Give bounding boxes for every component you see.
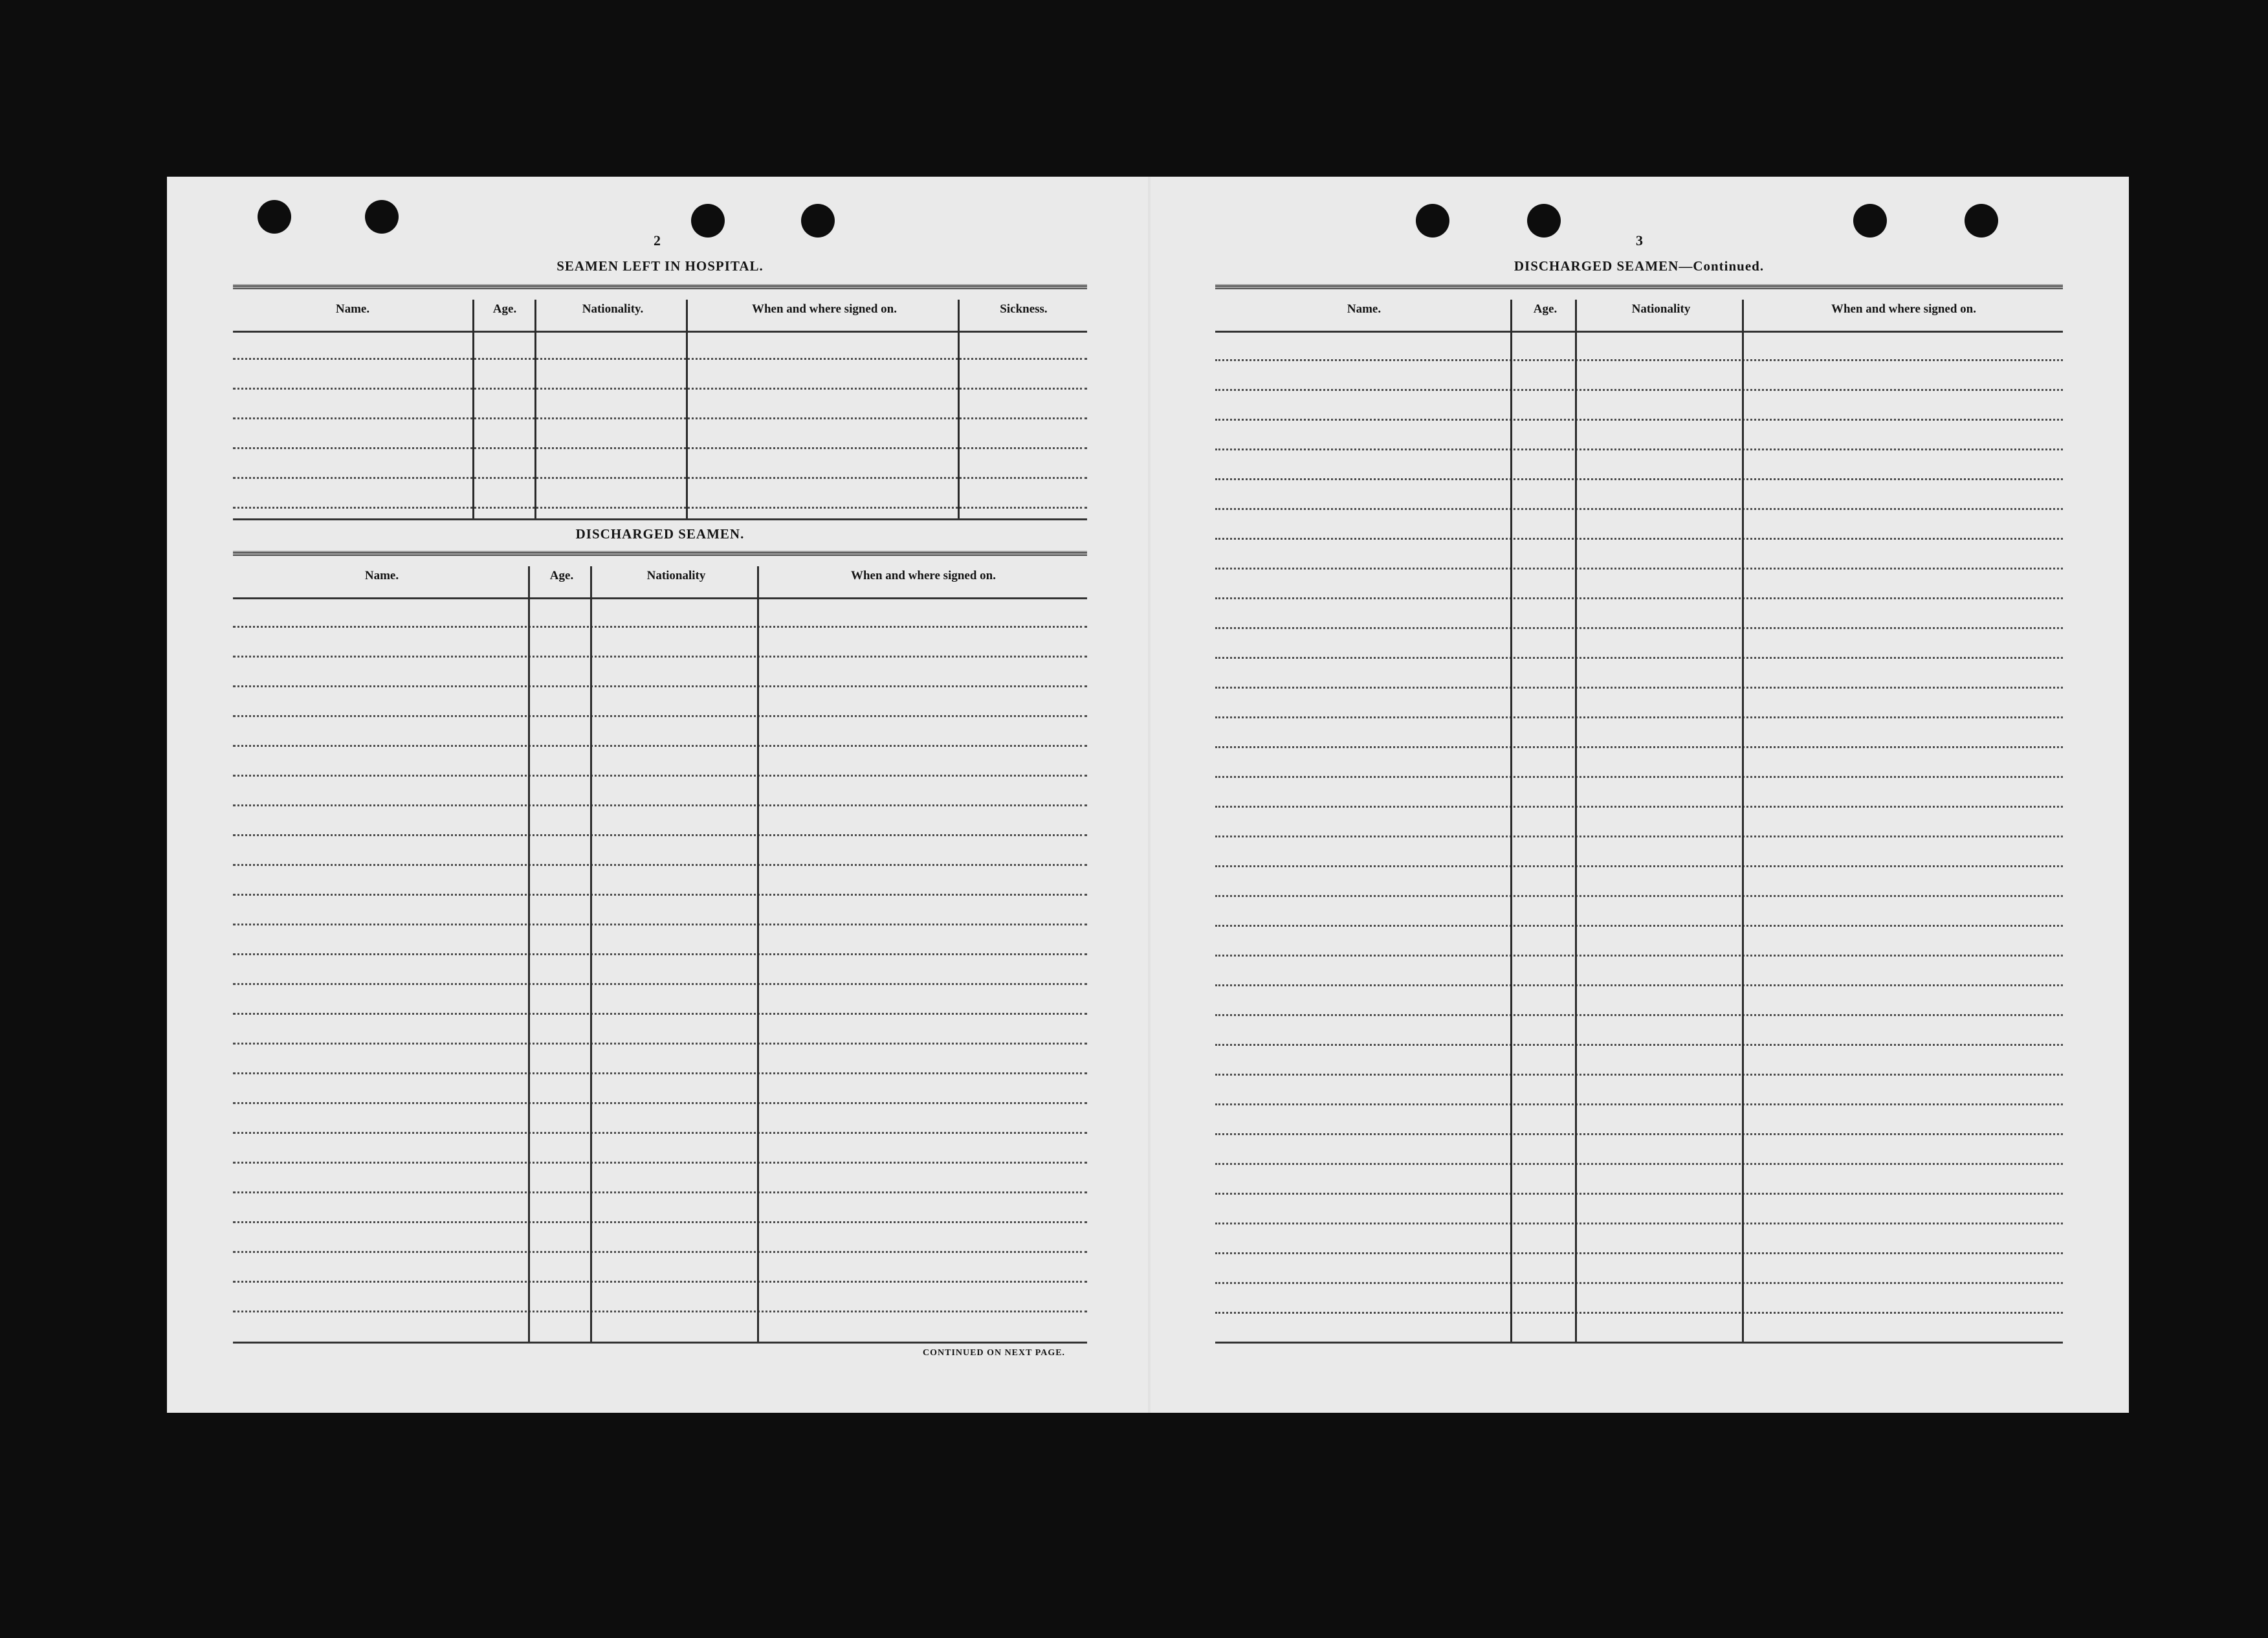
punch-hole bbox=[365, 200, 399, 234]
continued-row-line bbox=[1215, 627, 2063, 629]
continued-row-line bbox=[1215, 1312, 2063, 1314]
continued-row-line bbox=[1215, 1252, 2063, 1254]
discharged-row-line bbox=[233, 1013, 1087, 1015]
discharged-head-underline bbox=[233, 597, 1087, 599]
continued-row-line bbox=[1215, 1193, 2063, 1195]
hospital-bottom-rule bbox=[233, 518, 1087, 520]
continued-col-signed-on: When and where signed on. bbox=[1831, 302, 1976, 316]
punch-hole bbox=[801, 204, 835, 238]
discharged-row-line bbox=[233, 1281, 1087, 1283]
continued-row-line bbox=[1215, 776, 2063, 778]
discharged-col-age: Age. bbox=[549, 569, 574, 582]
continued-row-line bbox=[1215, 1223, 2063, 1224]
continued-row-line bbox=[1215, 925, 2063, 927]
discharged-row-line bbox=[233, 685, 1087, 687]
continued-row-line bbox=[1215, 389, 2063, 391]
hospital-col-name: Name. bbox=[335, 302, 370, 316]
continued-row-line bbox=[1215, 538, 2063, 540]
hospital-column-divider bbox=[472, 300, 474, 518]
discharged-row-line bbox=[233, 656, 1087, 658]
continued-row-line bbox=[1215, 746, 2063, 748]
continued-row-line bbox=[1215, 1103, 2063, 1105]
continued-row-line bbox=[1215, 359, 2063, 361]
continued-row-line bbox=[1215, 568, 2063, 570]
continued-row-line bbox=[1215, 508, 2063, 510]
punch-hole bbox=[1853, 204, 1887, 238]
discharged-row-line bbox=[233, 894, 1087, 896]
discharged-row-line bbox=[233, 1311, 1087, 1312]
discharged-row-line bbox=[233, 834, 1087, 836]
continued-row-line bbox=[1215, 657, 2063, 659]
continued-row-line bbox=[1215, 1133, 2063, 1135]
discharged-row-line bbox=[233, 745, 1087, 747]
continued-row-line bbox=[1215, 478, 2063, 480]
punch-hole bbox=[1527, 204, 1561, 238]
punch-hole bbox=[1416, 204, 1449, 238]
hospital-col-nationality: Nationality. bbox=[582, 302, 644, 316]
page-fold bbox=[1148, 177, 1151, 1413]
continued-header-rule bbox=[1215, 284, 2063, 289]
discharged-row-line bbox=[233, 1162, 1087, 1164]
continued-section-title: DISCHARGED SEAMEN—Continued. bbox=[1514, 258, 1765, 274]
hospital-col-signed-on: When and where signed on. bbox=[751, 302, 897, 316]
discharged-column-divider bbox=[590, 566, 592, 1342]
continued-column-divider bbox=[1742, 300, 1744, 1342]
discharged-column-divider bbox=[757, 566, 759, 1342]
discharged-row-line bbox=[233, 1043, 1087, 1045]
continued-col-age: Age. bbox=[1533, 302, 1558, 316]
continued-col-nationality: Nationality bbox=[1631, 302, 1691, 316]
continued-row-line bbox=[1215, 836, 2063, 837]
hospital-header-rule bbox=[233, 284, 1087, 289]
discharged-row-line bbox=[233, 953, 1087, 955]
continued-col-name: Name. bbox=[1347, 302, 1382, 316]
continued-bottom-rule bbox=[1215, 1342, 2063, 1344]
discharged-bottom-rule bbox=[233, 1342, 1087, 1344]
hospital-col-age: Age. bbox=[492, 302, 517, 316]
continued-row-line bbox=[1215, 1074, 2063, 1076]
discharged-header-rule bbox=[233, 551, 1087, 556]
hospital-column-divider bbox=[686, 300, 688, 518]
hospital-col-sickness: Sickness. bbox=[1000, 302, 1048, 316]
continued-row-line bbox=[1215, 865, 2063, 867]
discharged-row-line bbox=[233, 715, 1087, 717]
punch-hole bbox=[691, 204, 725, 238]
continued-row-line bbox=[1215, 1044, 2063, 1046]
continued-row-line bbox=[1215, 806, 2063, 808]
document-sheet bbox=[167, 177, 2129, 1413]
discharged-col-signed-on: When and where signed on. bbox=[850, 569, 996, 582]
discharged-row-line bbox=[233, 1251, 1087, 1253]
discharged-row-line bbox=[233, 1191, 1087, 1193]
punch-hole bbox=[1965, 204, 1998, 238]
continued-footer: CONTINUED ON NEXT PAGE. bbox=[923, 1348, 1066, 1358]
continued-row-line bbox=[1215, 1282, 2063, 1284]
discharged-row-line bbox=[233, 864, 1087, 866]
continued-row-line bbox=[1215, 984, 2063, 986]
discharged-row-line bbox=[233, 1132, 1087, 1134]
continued-row-line bbox=[1215, 597, 2063, 599]
discharged-row-line bbox=[233, 626, 1087, 628]
discharged-row-line bbox=[233, 775, 1087, 777]
punch-hole bbox=[258, 200, 291, 234]
discharged-row-line bbox=[233, 983, 1087, 985]
continued-row-line bbox=[1215, 895, 2063, 897]
continued-row-line bbox=[1215, 448, 2063, 450]
continued-row-line bbox=[1215, 716, 2063, 718]
continued-row-line bbox=[1215, 687, 2063, 689]
discharged-column-divider bbox=[528, 566, 530, 1342]
discharged-col-name: Name. bbox=[364, 569, 399, 582]
hospital-section-title: SEAMEN LEFT IN HOSPITAL. bbox=[556, 258, 764, 274]
discharged-row-line bbox=[233, 1221, 1087, 1223]
page-number-right: 3 bbox=[1636, 232, 1643, 249]
discharged-row-line bbox=[233, 1072, 1087, 1074]
discharged-row-line bbox=[233, 1102, 1087, 1104]
continued-row-line bbox=[1215, 419, 2063, 421]
discharged-row-line bbox=[233, 924, 1087, 925]
continued-head-underline bbox=[1215, 331, 2063, 333]
discharged-section-title: DISCHARGED SEAMEN. bbox=[575, 526, 745, 542]
continued-row-line bbox=[1215, 1163, 2063, 1165]
continued-column-divider bbox=[1510, 300, 1512, 1342]
page-number-left: 2 bbox=[654, 232, 661, 249]
hospital-column-divider bbox=[534, 300, 536, 518]
discharged-row-line bbox=[233, 804, 1087, 806]
continued-column-divider bbox=[1575, 300, 1577, 1342]
continued-row-line bbox=[1215, 955, 2063, 957]
discharged-col-nationality: Nationality bbox=[646, 569, 706, 582]
hospital-column-divider bbox=[958, 300, 960, 518]
continued-row-line bbox=[1215, 1014, 2063, 1016]
